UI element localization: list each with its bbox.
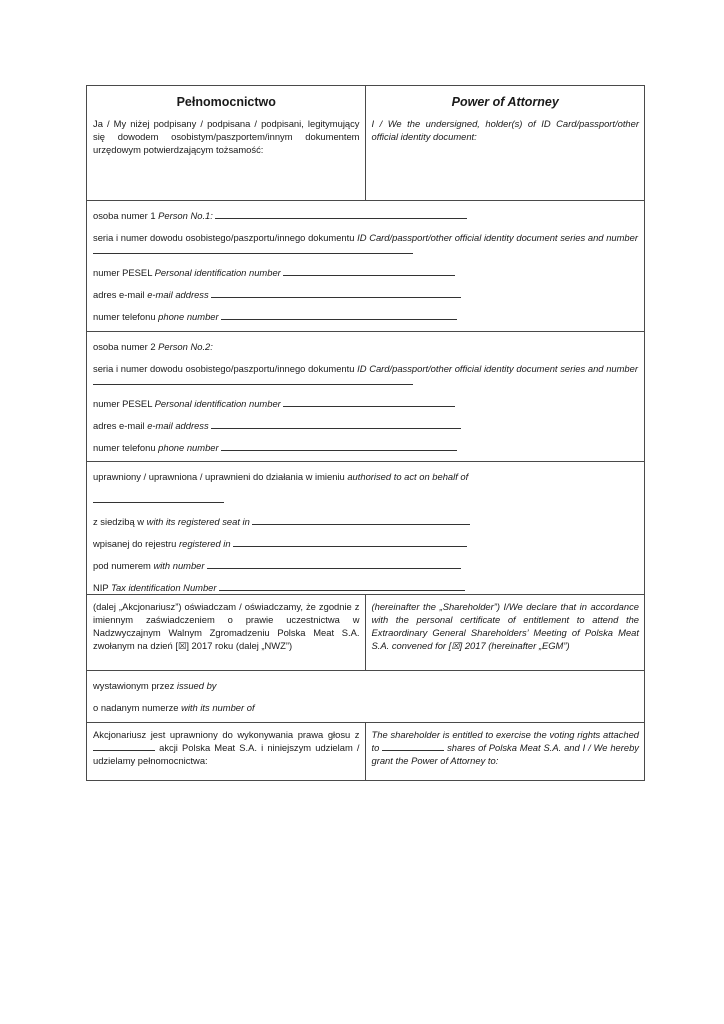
- authorised-input-line: [93, 493, 638, 506]
- person2-pesel-field: numer PESEL Personal identification number: [93, 397, 638, 410]
- person1-section: [87, 201, 644, 332]
- person1-phone-field: numer telefonu phone number: [93, 310, 638, 323]
- seat-input[interactable]: [252, 515, 470, 525]
- register-field: wpisanej do rejestru registered in: [93, 537, 638, 550]
- shares-count-input-pl[interactable]: [93, 741, 155, 751]
- person1-name-input[interactable]: [215, 209, 467, 219]
- person1-pesel-input[interactable]: [283, 266, 455, 276]
- shares-count-input-en[interactable]: [382, 741, 444, 751]
- person1-id-input[interactable]: [93, 244, 413, 254]
- shareholder-polish: [87, 595, 366, 670]
- intro-english: I / We the undersigned, holder(s) of ID Card/passport/other official identity document:: [371, 118, 639, 142]
- person2-email-input[interactable]: [211, 419, 461, 429]
- person2-phone-input[interactable]: [221, 441, 457, 451]
- voting-text-polish: Akcjonariusz jest uprawniony do wykonywania prawa głosu z akcji Polska Meat S.A. i niniejszym udzielam / udzielamy pełnomocnictwa:: [93, 729, 360, 766]
- nip-field: NIP Tax identification Number: [93, 581, 638, 594]
- nip-input[interactable]: [219, 581, 465, 591]
- shareholder-row: [87, 595, 644, 671]
- authorised-section: [87, 462, 644, 595]
- header-english: [366, 86, 645, 200]
- authorised-field: uprawniony / uprawniona / uprawnieni do działania w imieniu authorised to act on behalf of: [93, 471, 469, 482]
- number-field: pod numerem with number: [93, 559, 638, 572]
- header-polish: [87, 86, 366, 200]
- person2-email-field: adres e-mail e-mail address: [93, 419, 638, 432]
- person1-name-field: osoba numer 1 Person No.1:: [93, 209, 638, 222]
- issued-number-field: o nadanym numerze with its number of: [93, 702, 255, 713]
- person2-name-field: osoba numer 2 Person No.2:: [93, 341, 213, 352]
- person1-email-field: adres e-mail e-mail address: [93, 288, 638, 301]
- person1-id-field: seria i numer dowodu osobistego/paszportu/innego dokumentu ID Card/passport/other official identity document series and number: [93, 231, 638, 257]
- title-english: Power of Attorney: [451, 95, 559, 109]
- person1-pesel-field: numer PESEL Personal identification number: [93, 266, 638, 279]
- voting-row: [87, 723, 644, 780]
- person2-id-input[interactable]: [93, 375, 413, 385]
- issued-section: [87, 671, 644, 723]
- shareholder-text-english: (hereinafter the „Shareholder”) I/We declare that in accordance with the personal certificate of entitlement to attend the Extraordinary General Shareholders’ Meeting of Polska Meat S.A. convened for [☒] 2017 (hereinafter „EGM”): [371, 601, 639, 651]
- header-row: [87, 86, 644, 201]
- register-input[interactable]: [233, 537, 467, 547]
- person2-phone-field: numer telefonu phone number: [93, 441, 638, 454]
- voting-text-english: The shareholder is entitled to exercise the voting rights attached to shares of Polska Meat S.A. and I / We hereby grant the Power of Attorney to:: [371, 729, 639, 766]
- person2-id-field: seria i numer dowodu osobistego/paszportu/innego dokumentu ID Card/passport/other official identity document series and number: [93, 362, 638, 388]
- shareholder-english: [366, 595, 645, 670]
- person2-section: [87, 332, 644, 462]
- power-of-attorney-form: [86, 85, 645, 781]
- authorised-input[interactable]: [93, 493, 224, 503]
- person1-email-input[interactable]: [211, 288, 461, 298]
- number-input[interactable]: [207, 559, 461, 569]
- person2-pesel-input[interactable]: [283, 397, 455, 407]
- shareholder-text-polish: (dalej „Akcjonariusz”) oświadczam / oświadczamy, że zgodnie z imiennym zaświadczeniem o prawie uczestnictwa w Nadzwyczajnym Walnym Zgromadzeniu Polska Meat S.A. zwołanym na dzień [☒] 2017 roku (dalej „NWZ”): [93, 601, 360, 651]
- voting-polish: [87, 723, 366, 780]
- title-polish: Pełnomocnictwo: [176, 95, 276, 109]
- person1-phone-input[interactable]: [221, 310, 457, 320]
- seat-field: z siedzibą w with its registered seat in: [93, 515, 638, 528]
- voting-english: [366, 723, 645, 780]
- intro-polish: Ja / My niżej podpisany / podpisana / podpisani, legitymujący się dowodem osobistym/paszportem/innym dokumentem urzędowym potwierdzającym tożsamość:: [93, 118, 360, 155]
- issued-by-field: wystawionym przez issued by: [93, 680, 217, 691]
